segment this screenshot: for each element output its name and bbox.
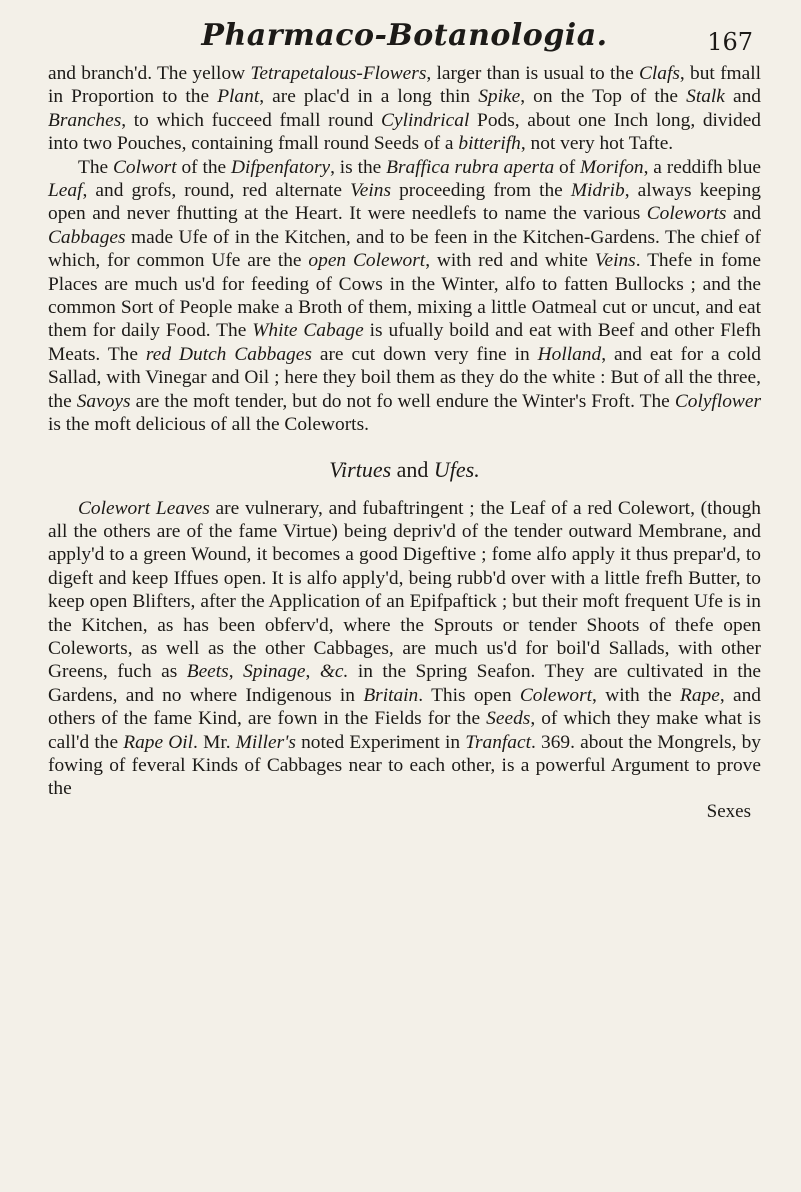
italic-term: Clafs — [638, 63, 680, 84]
italic-term: Miller's — [235, 731, 296, 753]
italic-term: &c. — [319, 661, 349, 683]
text-run: . This open — [418, 684, 520, 706]
italic-term: Beets — [186, 661, 229, 683]
italic-term: White Cabage — [252, 320, 364, 342]
section-heading-and: and — [391, 456, 434, 482]
text-run: , are plac'd in a long thin — [259, 86, 479, 108]
italic-term: Rape — [679, 684, 720, 706]
italic-term: Britain — [363, 684, 419, 706]
italic-term: Morifon — [580, 156, 644, 178]
text-run: , on the Top of the — [520, 86, 687, 108]
italic-term: Rape Oil — [123, 731, 194, 753]
section-heading-virtues: Virtues — [329, 456, 392, 482]
text-run: in the Spring Seafon. They are cultivated in the Gardens, and no where Indigenous in — [48, 661, 762, 706]
text-run: , is the — [330, 156, 387, 178]
text-run: , but fmall in Proportion to the — [48, 63, 761, 108]
italic-term: Savoys — [76, 390, 131, 412]
text-run: , always keeping open and never fhutting at the Heart. It were needlefs to name the various — [48, 180, 761, 225]
italic-term: Plant — [217, 86, 260, 108]
text-run: , — [228, 661, 244, 683]
running-title: Pharmaco-Botanologia. — [201, 18, 608, 53]
text-run: . 369. about the Mongrels, by fowing of feveral Kinds of Cabbages near to each other, is a powerful Argument to prove the — [48, 731, 761, 800]
italic-term: Tranfact — [465, 731, 531, 753]
italic-term: Colewort Leaves — [78, 497, 210, 519]
italic-term: Spike — [478, 86, 521, 108]
text-run: , to which fucceed fmall round — [121, 109, 382, 131]
section-heading-uses: Ufes. — [433, 456, 480, 482]
text-run: , larger than is usual to the — [426, 63, 639, 84]
text-run: and branch'd. The yellow — [48, 63, 251, 84]
text-run: made Ufe of in the Kitchen, and to be feen in the Kitchen-Gardens. The chief of which, for common Ufe are the — [48, 226, 761, 272]
italic-term: Veins — [594, 250, 636, 272]
body-text-top — [48, 62, 761, 437]
italic-term: open Colewort — [308, 250, 426, 272]
paragraph — [48, 62, 761, 156]
italic-term: Difpenfatory — [231, 156, 331, 178]
text-run: is the moft delicious of all the Coleworts. — [48, 414, 369, 436]
italic-term: Leaf — [48, 180, 83, 202]
text-run: The — [78, 156, 113, 178]
italic-term: Cabbages — [48, 226, 126, 248]
text-run: , and grofs, round, red alternate — [82, 180, 351, 202]
italic-term: Spinage — [243, 661, 306, 683]
italic-term: Seeds — [486, 708, 531, 730]
italic-term: Branches — [48, 109, 122, 131]
text-run: of — [554, 156, 581, 178]
text-run: are cut down very fine in — [311, 343, 538, 365]
italic-term: Midrib — [570, 180, 625, 202]
text-run: , not very hot Tafte. — [520, 133, 674, 155]
text-run: , — [305, 661, 320, 683]
italic-term: Stalk — [686, 86, 725, 108]
text-run: , with the — [592, 684, 680, 706]
text-run: , and others of the fame Kind, are fown in the Fields for the — [48, 684, 761, 730]
body-text-bottom — [48, 497, 761, 801]
italic-term: Braffica rubra aperta — [386, 156, 555, 178]
italic-term: Colwort — [113, 156, 177, 178]
italic-term: Tetrapetalous-Flowers — [250, 63, 427, 84]
text-run: are vulnerary, and fubaftringent ; the Leaf of a red Colewort, (though all the others are of the fame Virtue) being depriv'd of the tender outward Membrane, and apply'd to a green Wound, it becomes a good Digeftive ; fome alfo apply it thus prepar'd, to digeft and keep Iffues open. It is alfo apply'd, being rubb'd over with a little frefh Butter, to keep open Blifters, after the Application of an Epifpaftick ; but their moft frequent Ufe is in the Kitchen, as has been obferv'd, where the Sprouts or tender Shoots of thefe open Coleworts, as well as the other Cabbages, are much us'd for boil'd Sallads, with other Greens, fuch as — [48, 497, 761, 683]
text-run: Pods, about one Inch long, divided into two Pouches, containing fmall round Seeds of a — [48, 109, 761, 155]
text-run: . Mr. — [193, 731, 236, 753]
page-number: 167 — [707, 28, 753, 56]
text-run: proceeding from the — [391, 180, 571, 202]
text-run: and — [724, 86, 762, 108]
italic-term: Cylindrical — [381, 109, 470, 131]
catchword: Sexes — [706, 800, 751, 822]
italic-term: Holland — [537, 343, 602, 365]
paragraph — [48, 497, 761, 801]
italic-term: Coleworts — [646, 203, 727, 225]
text-run: noted Experiment in — [295, 731, 466, 753]
text-run: , of which they make what is call'd the — [48, 708, 761, 753]
running-head — [48, 10, 761, 62]
text-run: and — [726, 203, 761, 225]
text-run: , a reddifh blue — [643, 156, 761, 178]
paragraph — [48, 156, 761, 437]
text-run: . Thefe in fome Places are much us'd for feeding of Cows in the Winter, alfo to fatten Bullocks ; and the common Sort of People make a Broth of them, mixing a little Oatmeal cut or uncut, and eat them for daily Food. The — [48, 250, 761, 342]
text-run: of the — [176, 156, 231, 178]
italic-term: red Dutch Cabbages — [145, 343, 312, 365]
section-heading — [48, 457, 761, 483]
text-run: are the moft tender, but do not fo well endure the Winter's Froft. The — [130, 390, 675, 412]
text-run: , and eat for a cold Sallad, with Vinegar and Oil ; here they boil them as they do the white : But of all the three, the — [48, 343, 761, 412]
text-run: , with red and white — [425, 250, 595, 272]
italic-term: bitterifh — [458, 133, 521, 155]
italic-term: Veins — [350, 180, 392, 202]
italic-term: Colyflower — [674, 390, 761, 412]
text-run: is ufually boild and eat with Beef and other Flefh Meats. The — [48, 320, 761, 365]
italic-term: Colewort — [519, 684, 593, 706]
